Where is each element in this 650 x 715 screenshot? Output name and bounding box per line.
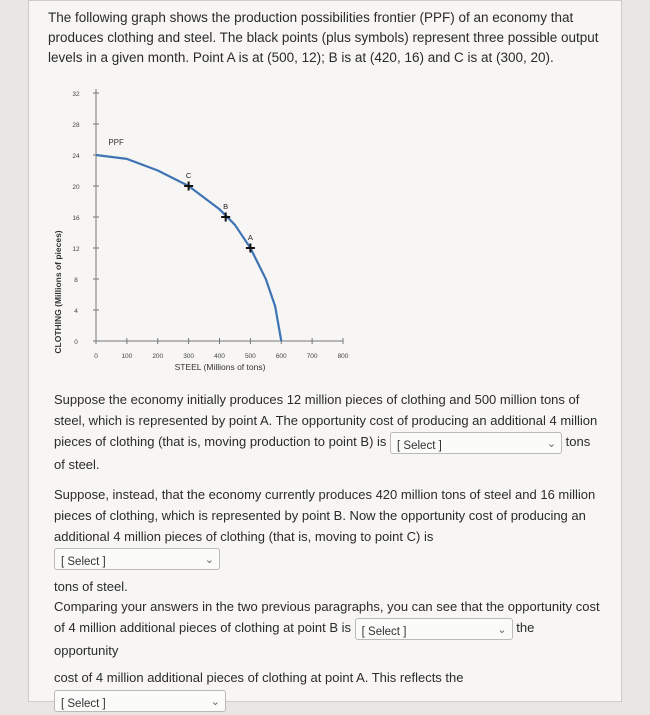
x-tick-label: 100 <box>121 353 133 360</box>
question-2-suffix: tons of steel. <box>54 578 128 594</box>
ppf-chart <box>30 75 370 380</box>
question-3-text: Comparing your answers in the two previous paragraphs, you can see that the opportunity cost of 4 million additional pieces of clothing at point B is <box>54 599 600 635</box>
question-3-suffix: cost of 4 million additional pieces of clothing at point A. This reflects the <box>54 669 464 685</box>
intro-text: The following graph shows the production possibilities frontier (PPF) of an economy that produces clothing and steel. The black points (plus symbols) represent three possible output levels in a given month. Point A is at (500, 12); B is at (420, 16) and C is at (300, 20). <box>48 10 599 65</box>
x-tick-label: 500 <box>244 353 256 360</box>
q1-select[interactable] <box>390 432 562 454</box>
y-tick-label: 4 <box>74 308 78 315</box>
q1-select-label: [ Select ] <box>397 439 442 452</box>
point-a-label: A <box>247 233 253 242</box>
chevron-down-icon: ⌄ <box>204 553 214 566</box>
q2-select-label: [ Select ] <box>61 555 106 568</box>
question-3-middle: the opportunity <box>54 620 535 658</box>
x-tick-label: 0 <box>94 353 98 360</box>
y-tick-label: 28 <box>72 122 80 129</box>
ppf-curve-label: PPF <box>108 138 124 147</box>
y-tick-label: 12 <box>72 246 80 253</box>
x-tick-label: 800 <box>337 353 349 360</box>
q3-select[interactable] <box>355 618 513 640</box>
question-1 <box>54 389 602 475</box>
q3-select-2[interactable] <box>54 690 226 712</box>
x-tick-label: 400 <box>214 353 225 360</box>
q3-select-2-label: [ Select ] <box>61 698 106 711</box>
y-axis-label: CLOTHING (Millions of pieces) <box>53 230 63 354</box>
y-tick-label: 24 <box>72 153 80 160</box>
q3-select-label: [ Select ] <box>361 625 407 638</box>
chevron-down-icon: ⌄ <box>210 696 220 709</box>
point-b-label: B <box>223 202 229 211</box>
chevron-down-icon: ⌄ <box>546 437 557 450</box>
y-tick-label: 32 <box>72 91 80 98</box>
x-tick-label: 600 <box>275 353 287 360</box>
question-2 <box>54 484 602 597</box>
x-tick-label: 300 <box>183 353 195 360</box>
question-3 <box>54 596 602 712</box>
chevron-down-icon: ⌄ <box>497 623 507 636</box>
y-tick-label: 0 <box>74 339 78 346</box>
x-tick-label: 200 <box>152 353 164 360</box>
question-1-suffix: tons of steel. <box>54 434 591 472</box>
y-tick-label: 8 <box>74 277 78 284</box>
question-1-text: Suppose the economy initially produces 12 million pieces of clothing and 500 million tons of steel, which is represented by point A. The opportunity cost of producing an additional 4 million pieces of clothing (that is, moving production to point B) is <box>54 392 598 449</box>
y-tick-label: 20 <box>72 184 80 191</box>
y-tick-label: 16 <box>72 215 80 222</box>
q2-select[interactable] <box>54 548 220 570</box>
x-axis-label: STEEL (Millions of tons) <box>174 362 266 372</box>
x-tick-label: 700 <box>306 353 318 360</box>
question-2-text: Suppose, instead, that the economy currently produces 420 million tons of steel and 16 million pieces of clothing, which is represented by point B. Now the opportunity cost of producing an additional 4 million pieces of clothing (that is, moving to point C) is <box>54 487 596 544</box>
point-c-label: C <box>185 171 192 180</box>
